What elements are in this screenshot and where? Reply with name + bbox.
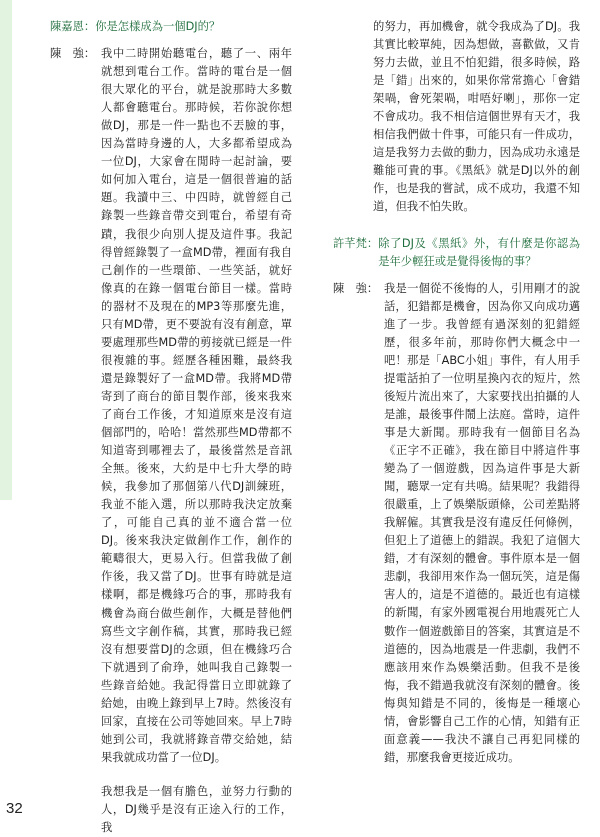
answer-text: 我中二時開始聽電台，聽了一、兩年就想到電台工作。當時的電台是一個很大眾化的平台，就是說那時大多數人都會聽電台。那時候，若你說你想做DJ，那是一件一點也不丟臉的事，因為當時身邊的人，大多都希望成為一位DJ，大家會在閒時一起討論，要如何加入電台，這是一個很普遍的話題。我讀中三、中四時，就曾經自己錄製一些錄音帶交到電台，希望有奇蹟，我很少向別人提及這件事。我記得曾經錄製了一盒MD帶，裡面有我自己創作的一些環節、一些笑話，就好像真的在錄一個電台節目一樣。當時的器材不及現在的MP3等那麼先進，只有MD帶，更不要說有沒有創意，單要處理那些MD帶的剪接就已經是一件很複雜的事。經歷各種困難，最終我還是錄製好了一盒MD帶。我將MD帶寄到了商台的節目製作部，後來我來了商台工作後，才知道原來是沒有這個部門的，哈哈！當然那些MD帶都不知道寄到哪裡去了，最後當然是音訊全無。後來，大約是中七升大學的時候，我參加了那個第八代DJ訓練班，我並不能入選，所以那時我決定放棄了，可能自己真的並不適合當一位DJ。後來我決定做創作工作，創作的範疇很大，更易入行。但當我做了創作後，我又當了DJ。世事有時就是這樣啊，都是機緣巧合的事，那時我有機會為商台做些創作，大概是替他們寫些文字創作稿，其實，那時我已經沒有想要當DJ的念頭，但在機緣巧合下就遇到了俞琤，她叫我自己錄製一些錄音給她。我記得當日立即就錄了給她，由晚上錄到早上7時。然後沒有回家，直接在公司等她回來。早上7時她到公司，我就將錄音帶交給她，結果我就成功當了一位DJ。 (101, 47, 292, 764)
interview-question (333, 235, 580, 271)
margin-color-band (0, 0, 12, 500)
question-speaker: 陳嘉恩： (50, 20, 96, 33)
answer-text: 我是一個從不後悔的人，引用剛才的說話，犯錯都是機會，因為你又向成功邁進了一步。我曾經有過深刻的犯錯經歷，很多年前，那時你們大概念中一吧！那是「ABC小姐」事件，有人用手提電話拍了一位明星換內衣的短片，然後短片流出來了，大家要找出拍攝的人是誰，最後事件鬧上法庭。當時，這件事是大新聞。那時我有一個節目名為《正字不正確》，我在節目中將這件事變為了一個遊戲，因為這件事是大新聞，聽眾一定有共鳴。結果呢？我錯得很嚴重，上了娛樂版頭條，公司差點將我解僱。其實我是沒有違反任何條例，但犯上了道德上的錯誤。我犯了這個大錯，才有深刻的體會。事件原本是一個悲劇，我卻用來作為一個玩笑，這是傷害人的，這是不道德的。最近也有這樣的新聞，有家外國電視台用地震死亡人數作一個遊戲節目的答案，其實這是不道德的，因為地震是一件悲劇，我們不應該用來作為娛樂活動。但我不是後悔，我不錯過我就沒有深刻的體會。後悔與知錯是不同的，後悔是一種壞心情，會影響自己工作的心情，知錯有正面意義——我決不讓自己再犯同樣的錯，那麼我會更接近成功。 (384, 281, 580, 764)
answer-speaker: 陳 強： (50, 47, 96, 61)
answer-speaker: 陳 強： (333, 281, 379, 295)
question-text: 你是怎樣成為一個DJ的？ (95, 20, 221, 33)
question-speaker: 許芊梵： (333, 236, 379, 250)
interview-answer (50, 45, 292, 767)
answer-continuation: 我想我是一個有膽色，並努力行動的人，DJ幾乎是沒有正途入行的工作，我 (101, 784, 292, 835)
interview-question (50, 18, 292, 36)
page-number: 32 (6, 800, 23, 817)
answer-continuation: 的努力，再加機會，就令我成為了DJ。我其實比較單純，因為想做，喜歡做，又肯努力去做，並且不怕犯錯，很多時候，路是「錯」出來的，如果你常常擔心「會錯架喎，會死架喎，咁唔好喇」，那你一定不會成功。我不相信這個世界有天才，我相信我們做十件事，可能只有一件成功，這是我努力去做的動力，因為成功永遠是難能可貴的事。《黑紙》就是DJ以外的創作，也是我的嘗試，成不成功，我還不知道，但我不怕失敗。 (373, 20, 580, 214)
right-column (333, 18, 580, 767)
left-column (50, 18, 292, 837)
question-text: 除了DJ及《黑紙》外，有什麼是你認為是年少輕狂或是覺得後悔的事？ (378, 236, 580, 268)
interview-answer (333, 280, 580, 767)
